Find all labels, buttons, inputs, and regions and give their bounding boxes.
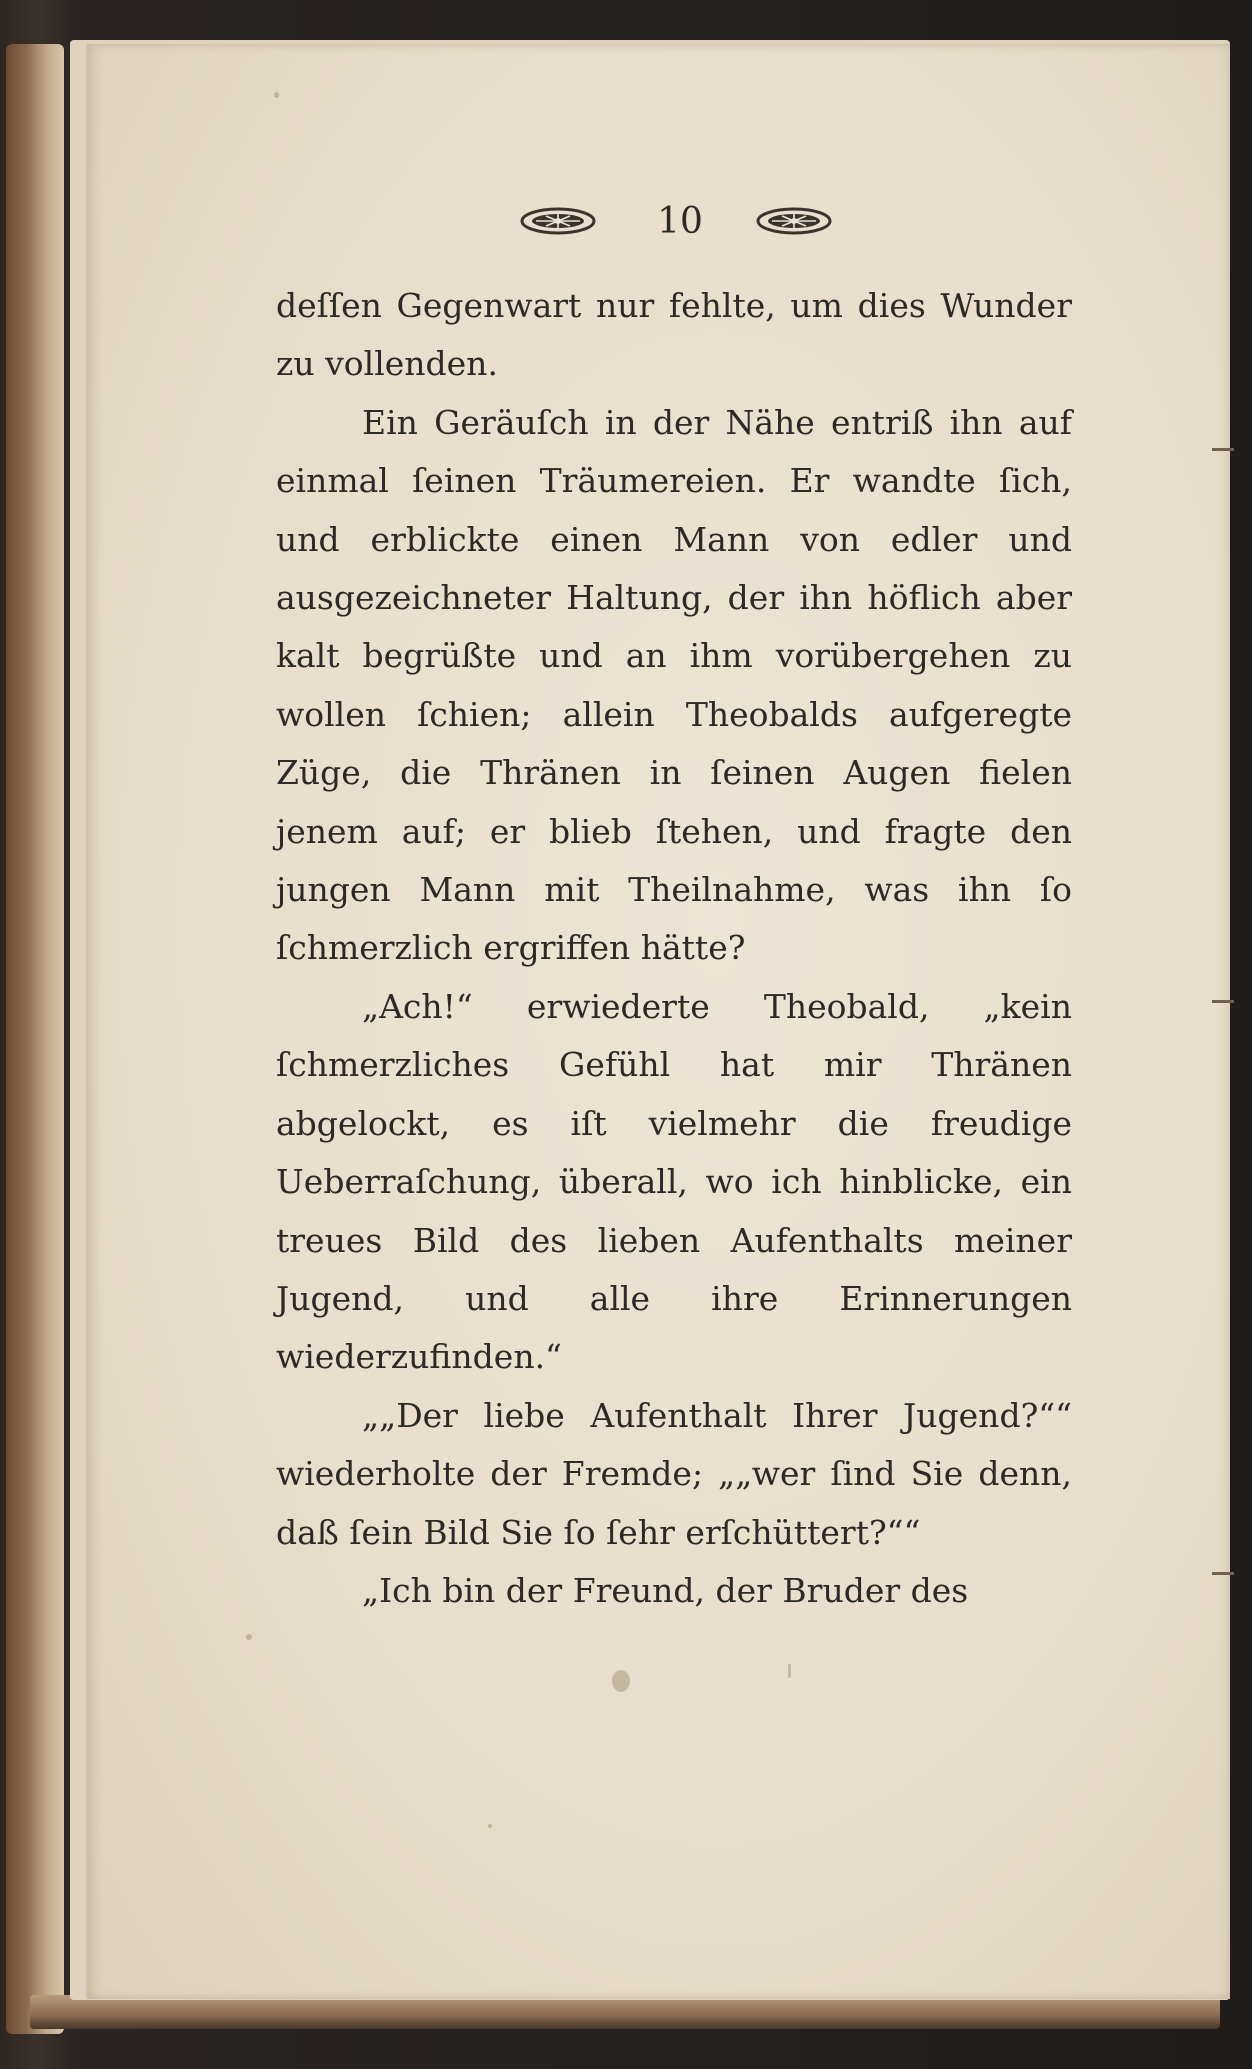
paper-stain [274,92,279,98]
paper-stain [788,1664,791,1678]
floral-ornament-left-icon [520,206,596,236]
page-number: 10 [657,201,703,242]
paragraph: „„Der liebe Aufenthalt Ihrer Jugend?““ wiederholte der Fremde; „„wer ſind Sie denn, daß ſein Bild Sie ſo ſehr erſchüttert?““ [276,1395,1072,1552]
margin-mark [1212,1572,1234,1575]
book-cover-bottom-edge [30,1995,1220,2029]
paragraph: „Ach!“ erwiederte Theobald, „kein ſchmerzliches Gefühl hat mir Thränen abgelockt, es iſt vielmehr die freudige Ueberraſchung, überall, wo ich hinblicke, ein treues Bild des lieben Aufenthalts meiner Jugend, und alle ihre Erinnerungen wiederzufinden.“ [276,986,1072,1377]
page-header [520,200,840,250]
margin-mark [1212,1000,1234,1003]
page-body-text [276,277,1072,1620]
paper-stain [612,1670,630,1692]
paragraph: „Ich bin der Freund, der Bruder des [362,1570,969,1610]
floral-ornament-right-icon [756,206,832,236]
margin-mark [1212,448,1234,451]
paragraph: Ein Geräuſch in der Nähe entriß ihn auf einmal ſeinen Träumereien. Er wandte ſich, und erblickte einen Mann von edler und ausgezeichneter Haltung, der ihn höflich aber kalt begrüßte und an ihm vorübergehen zu wollen ſchien; allein Theobalds aufgeregte Züge, die Thränen in ſeinen Augen fielen jenem auf; er blieb ſtehen, und fragte den jungen Mann mit Theilnahme, was ihn ſo ſchmerzlich ergriffen hätte? [276,402,1072,968]
paragraph: deſſen Gegenwart nur fehlte, um dies Wunder zu vollenden. [276,286,1072,384]
book-spine-edge [6,44,64,2034]
paper-stain [488,1824,492,1828]
paper-stain [246,1634,252,1640]
